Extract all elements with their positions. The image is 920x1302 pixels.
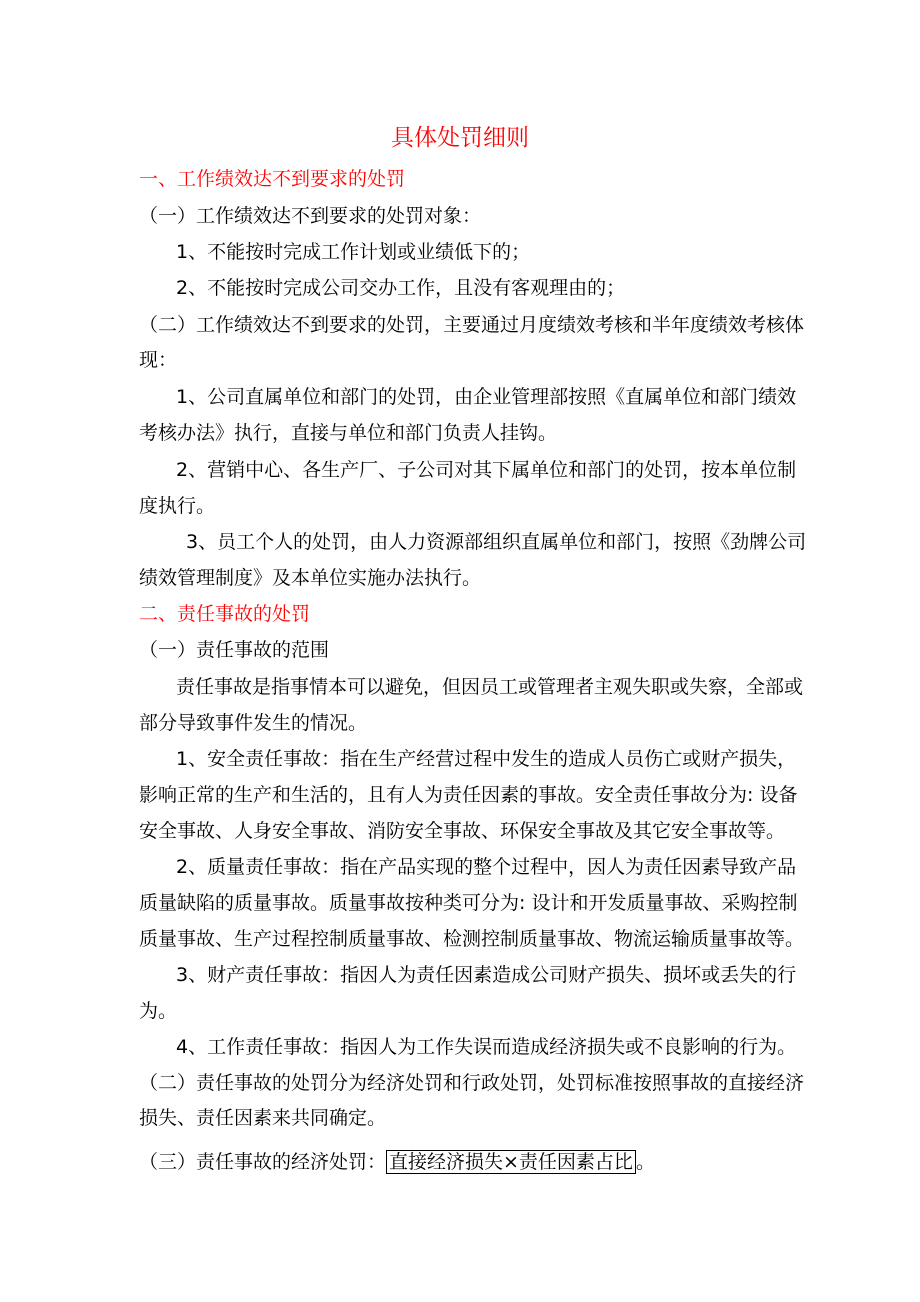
section-1-sub-2-line-2: 现：: [139, 349, 178, 371]
section-1-paragraph-2-line-1: 2、营销中心、各生产厂、子公司对其下属单位和部门的处罚，按本单位制: [176, 459, 797, 481]
section-2-accident-3-line-2: 为。: [139, 1000, 178, 1022]
document-title: 具体处罚细则: [391, 125, 529, 151]
section-2-definition-line-2: 部分导致事件发生的情况。: [139, 712, 368, 734]
section-1-paragraph-2-line-2: 度执行。: [139, 495, 216, 517]
section-2-accident-2-line-1: 2、质量责任事故：指在产品实现的整个过程中，因人为责任因素导致产品: [176, 856, 797, 878]
section-2-accident-3-line-1: 3、财产责任事故：指因人为责任因素造成公司财产损失、损坏或丢失的行: [176, 964, 797, 986]
section-1-paragraph-3-line-2: 绩效管理制度》及本单位实施办法执行。: [139, 567, 482, 589]
section-2-sub-1: （一）责任事故的范围: [139, 639, 330, 661]
section-2-sub-3-prefix: （三）责任事故的经济处罚：: [139, 1151, 387, 1173]
section-2-sub-3-line: [139, 1150, 655, 1174]
section-2-accident-2-line-3: 质量事故、生产过程控制质量事故、检测控制质量事故、物流运输质量事故等。: [139, 928, 805, 950]
section-1-item-1: 1、不能按时完成工作计划或业绩低下的；: [176, 241, 531, 263]
section-2-accident-1-line-1: 1、安全责任事故：指在生产经营过程中发生的造成人员伤亡或财产损失，: [176, 748, 797, 770]
section-2-sub-3-suffix: 。: [635, 1151, 655, 1173]
section-1-paragraph-3-line-1: 3、员工个人的处罚，由人力资源部组织直属单位和部门，按照《劲牌公司: [186, 531, 807, 553]
section-1-paragraph-1-line-2: 考核办法》执行，直接与单位和部门负责人挂钩。: [139, 422, 558, 444]
economic-penalty-formula: 直接经济损失×责任因素占比: [386, 1150, 636, 1174]
section-2-accident-4-line-1: 4、工作责任事故：指因人为工作失误而造成经济损失或不良影响的行为。: [176, 1036, 797, 1058]
section-2-sub-2-line-2: 损失、责任因素来共同确定。: [139, 1107, 387, 1129]
section-2-accident-1-line-2: 影响正常的生产和生活的，且有人为责任因素的事故。安全责任事故分为: 设备: [139, 784, 798, 806]
section-2-accident-1-line-3: 安全事故、人身安全事故、消防安全事故、环保安全事故及其它安全事故等。: [139, 820, 786, 842]
section-2-sub-2-line-1: （二）责任事故的处罚分为经济处罚和行政处罚，处罚标准按照事故的直接经济: [139, 1072, 805, 1094]
section-1-paragraph-1-line-1: 1、公司直属单位和部门的处罚，由企业管理部按照《直属单位和部门绩效: [176, 386, 797, 408]
section-2-heading: 二、责任事故的处罚: [139, 603, 311, 625]
section-1-item-2: 2、不能按时完成公司交办工作，且没有客观理由的；: [176, 277, 626, 299]
section-1-sub-2-line-1: （二）工作绩效达不到要求的处罚，主要通过月度绩效考核和半年度绩效考核体: [139, 314, 805, 336]
section-1-sub-1: （一）工作绩效达不到要求的处罚对象：: [139, 205, 482, 227]
section-1-heading: 一、工作绩效达不到要求的处罚: [139, 168, 406, 190]
section-2-accident-2-line-2: 质量缺陷的质量事故。质量事故按种类可分为: 设计和开发质量事故、采购控制: [139, 892, 798, 914]
section-2-definition-line-1: 责任事故是指事情本可以避免，但因员工或管理者主观失职或失察，全部或: [176, 676, 804, 698]
